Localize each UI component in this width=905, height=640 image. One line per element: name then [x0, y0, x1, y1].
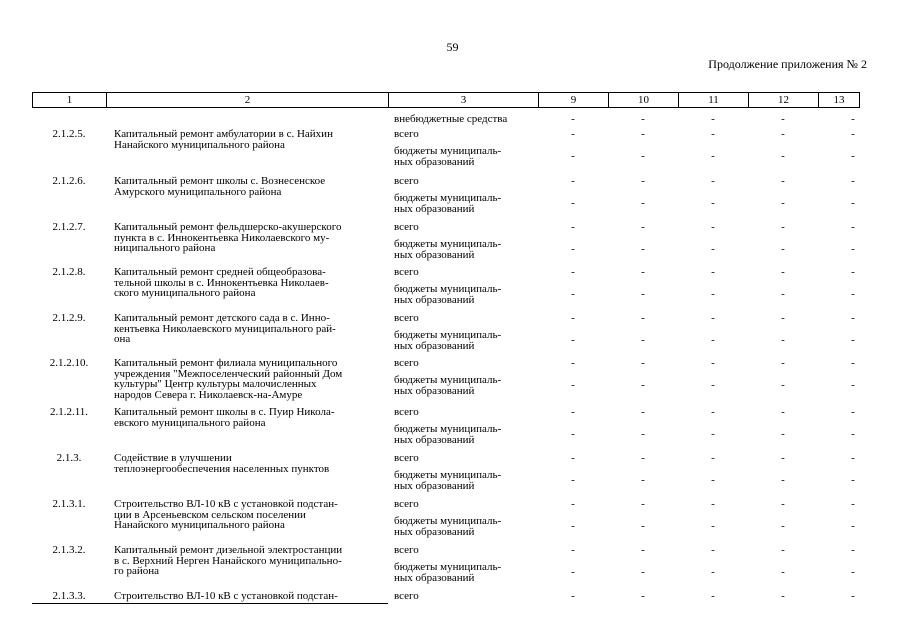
row-name: Строительство ВЛ-10 кВ с установкой подстан-: [114, 590, 338, 602]
value-cell-r2-s0-col11: -: [711, 221, 715, 233]
source-cell: бюджеты муниципаль- ных образований: [394, 469, 502, 492]
source-cell: бюджеты муниципаль- ных образований: [394, 515, 502, 538]
value-cell-r9-s0-col13: -: [851, 544, 855, 556]
value-cell-r9-s1-col11: -: [711, 566, 715, 578]
value-cell-r3-s0-col13: -: [851, 266, 855, 278]
row-code: 2.1.2.9.: [52, 312, 86, 324]
value-cell-r3-s0-col9: -: [571, 266, 575, 278]
source-cell: всего: [394, 452, 419, 464]
page-number: 59: [446, 40, 459, 54]
value-cell-r3-s1-col9: -: [571, 288, 575, 300]
value-cell-first-col11: -: [711, 113, 715, 125]
source-cell: всего: [394, 128, 419, 140]
value-cell-r8-s0-col13: -: [851, 498, 855, 510]
value-cell-r3-s0-col10: -: [641, 266, 645, 278]
table-bottom-rule: [32, 603, 388, 604]
header-cell-12: 12: [748, 93, 818, 107]
value-cell-r6-s1-col9: -: [571, 428, 575, 440]
value-cell-r0-s0-col12: -: [781, 128, 785, 140]
row-name: Капитальный ремонт школы в с. Пуир Никола- евского муниципального района: [114, 406, 335, 429]
value-cell-r9-s1-col13: -: [851, 566, 855, 578]
value-cell-first-col13: -: [851, 113, 855, 125]
source-cell-first: внебюджетные средства: [394, 113, 508, 125]
source-cell: бюджеты муниципаль- ных образований: [394, 192, 502, 215]
row-code: 2.1.2.8.: [52, 266, 86, 278]
header-cell-10: 10: [608, 93, 678, 107]
header-cell-3: 3: [388, 93, 538, 107]
value-cell-r5-s0-col12: -: [781, 357, 785, 369]
value-cell-r0-s1-col12: -: [781, 150, 785, 162]
value-cell-r6-s0-col12: -: [781, 406, 785, 418]
value-cell-r4-s0-col12: -: [781, 312, 785, 324]
value-cell-r4-s0-col10: -: [641, 312, 645, 324]
row-name: Капитальный ремонт средней общеобразова- тельной школы в с. Иннокентьевка Николаев- ского муниципального района: [114, 266, 329, 299]
value-cell-r8-s1-col12: -: [781, 520, 785, 532]
source-cell: всего: [394, 406, 419, 418]
header-cell-1: 1: [32, 93, 106, 107]
value-cell-first-col10: -: [641, 113, 645, 125]
row-name: Капитальный ремонт фельдшерско-акушерского пункта в с. Иннокентьевка Николаевского му- ниципального района: [114, 221, 342, 254]
header-cell-13: 13: [818, 93, 860, 107]
value-cell-r9-s0-col9: -: [571, 544, 575, 556]
value-cell-r6-s1-col12: -: [781, 428, 785, 440]
table-header: [32, 92, 860, 108]
value-cell-r0-s0-col9: -: [571, 128, 575, 140]
value-cell-r4-s1-col9: -: [571, 334, 575, 346]
value-cell-r2-s0-col10: -: [641, 221, 645, 233]
value-cell-r1-s0-col11: -: [711, 175, 715, 187]
row-name: Содействие в улучшении теплоэнергообеспечения населенных пунктов: [114, 452, 330, 475]
value-cell-r1-s1-col11: -: [711, 197, 715, 209]
value-cell-r8-s0-col10: -: [641, 498, 645, 510]
source-cell: бюджеты муниципаль- ных образований: [394, 145, 502, 168]
value-cell-r2-s0-col12: -: [781, 221, 785, 233]
value-cell-r2-s1-col11: -: [711, 243, 715, 255]
row-code: 2.1.2.5.: [52, 128, 86, 140]
value-cell-r3-s1-col11: -: [711, 288, 715, 300]
value-cell-r6-s1-col11: -: [711, 428, 715, 440]
header-cell-2: 2: [106, 93, 388, 107]
value-cell-r1-s1-col10: -: [641, 197, 645, 209]
value-cell-r9-s1-col9: -: [571, 566, 575, 578]
value-cell-r4-s1-col10: -: [641, 334, 645, 346]
value-cell-r9-s1-col12: -: [781, 566, 785, 578]
value-cell-r0-s1-col10: -: [641, 150, 645, 162]
value-cell-r2-s1-col12: -: [781, 243, 785, 255]
source-cell: бюджеты муниципаль- ных образований: [394, 329, 502, 352]
value-cell-r0-s0-col11: -: [711, 128, 715, 140]
value-cell-r5-s1-col12: -: [781, 379, 785, 391]
value-cell-r3-s0-col11: -: [711, 266, 715, 278]
value-cell-r1-s0-col10: -: [641, 175, 645, 187]
value-cell-r8-s1-col9: -: [571, 520, 575, 532]
value-cell-r4-s0-col9: -: [571, 312, 575, 324]
value-cell-r7-s0-col9: -: [571, 452, 575, 464]
source-cell: всего: [394, 544, 419, 556]
value-cell-r10-s0-col12: -: [781, 590, 785, 602]
value-cell-r5-s0-col9: -: [571, 357, 575, 369]
value-cell-r0-s1-col11: -: [711, 150, 715, 162]
row-name: Капитальный ремонт школы с. Вознесенское Амурского муниципального района: [114, 175, 326, 198]
value-cell-r5-s1-col9: -: [571, 379, 575, 391]
value-cell-r4-s0-col13: -: [851, 312, 855, 324]
value-cell-r7-s1-col12: -: [781, 474, 785, 486]
source-cell: всего: [394, 266, 419, 278]
value-cell-r6-s0-col10: -: [641, 406, 645, 418]
value-cell-r7-s0-col10: -: [641, 452, 645, 464]
value-cell-r7-s1-col13: -: [851, 474, 855, 486]
value-cell-r3-s1-col13: -: [851, 288, 855, 300]
value-cell-r4-s1-col12: -: [781, 334, 785, 346]
value-cell-r10-s0-col13: -: [851, 590, 855, 602]
value-cell-r0-s1-col9: -: [571, 150, 575, 162]
value-cell-r2-s0-col13: -: [851, 221, 855, 233]
value-cell-r2-s1-col10: -: [641, 243, 645, 255]
row-code: 2.1.3.2.: [52, 544, 86, 556]
row-code: 2.1.2.7.: [52, 221, 86, 233]
value-cell-r0-s1-col13: -: [851, 150, 855, 162]
source-cell: бюджеты муниципаль- ных образований: [394, 561, 502, 584]
value-cell-r3-s1-col12: -: [781, 288, 785, 300]
source-cell: всего: [394, 357, 419, 369]
value-cell-r6-s1-col10: -: [641, 428, 645, 440]
value-cell-r10-s0-col10: -: [641, 590, 645, 602]
value-cell-r5-s1-col13: -: [851, 379, 855, 391]
source-cell: бюджеты муниципаль- ных образований: [394, 283, 502, 306]
value-cell-r9-s0-col11: -: [711, 544, 715, 556]
value-cell-r8-s1-col10: -: [641, 520, 645, 532]
header-cell-9: 9: [538, 93, 608, 107]
value-cell-r6-s1-col13: -: [851, 428, 855, 440]
value-cell-r2-s1-col9: -: [571, 243, 575, 255]
value-cell-r8-s1-col13: -: [851, 520, 855, 532]
value-cell-r1-s0-col12: -: [781, 175, 785, 187]
value-cell-r8-s0-col9: -: [571, 498, 575, 510]
row-name: Капитальный ремонт дизельной электростанции в с. Верхний Нерген Нанайского муниципально- го района: [114, 544, 343, 577]
value-cell-r5-s0-col11: -: [711, 357, 715, 369]
value-cell-r9-s1-col10: -: [641, 566, 645, 578]
value-cell-r4-s0-col11: -: [711, 312, 715, 324]
row-name: Капитальный ремонт амбулатории в с. Найхин Нанайского муниципального района: [114, 128, 333, 151]
value-cell-r4-s1-col13: -: [851, 334, 855, 346]
value-cell-r7-s0-col11: -: [711, 452, 715, 464]
value-cell-r7-s1-col10: -: [641, 474, 645, 486]
row-name: Капитальный ремонт филиала муниципального учреждения "Межпоселенческий районный Дом культуры" Центр культуры малочисленных народов Севера г. Николаевск-на-Амуре: [114, 357, 343, 401]
row-code: 2.1.3.1.: [52, 498, 86, 510]
row-code: 2.1.2.10.: [49, 357, 89, 369]
row-code: 2.1.3.3.: [52, 590, 86, 602]
value-cell-first-col9: -: [571, 113, 575, 125]
value-cell-r8-s0-col12: -: [781, 498, 785, 510]
value-cell-r5-s1-col10: -: [641, 379, 645, 391]
value-cell-r1-s0-col13: -: [851, 175, 855, 187]
value-cell-r1-s1-col13: -: [851, 197, 855, 209]
row-name: Строительство ВЛ-10 кВ с установкой подстан- ции в Арсеньевском сельском поселении Нанайского муниципального района: [114, 498, 338, 531]
source-cell: бюджеты муниципаль- ных образований: [394, 238, 502, 261]
value-cell-r1-s0-col9: -: [571, 175, 575, 187]
source-cell: всего: [394, 312, 419, 324]
row-code: 2.1.3.: [56, 452, 82, 464]
source-cell: всего: [394, 498, 419, 510]
source-cell: бюджеты муниципаль- ных образований: [394, 423, 502, 446]
value-cell-r4-s1-col11: -: [711, 334, 715, 346]
value-cell-r9-s0-col12: -: [781, 544, 785, 556]
source-cell: всего: [394, 175, 419, 187]
value-cell-r1-s1-col9: -: [571, 197, 575, 209]
value-cell-r9-s0-col10: -: [641, 544, 645, 556]
value-cell-r7-s1-col9: -: [571, 474, 575, 486]
value-cell-r8-s1-col11: -: [711, 520, 715, 532]
value-cell-r5-s0-col13: -: [851, 357, 855, 369]
value-cell-r5-s0-col10: -: [641, 357, 645, 369]
value-cell-r8-s0-col11: -: [711, 498, 715, 510]
value-cell-r5-s1-col11: -: [711, 379, 715, 391]
source-cell: всего: [394, 590, 419, 602]
value-cell-r3-s0-col12: -: [781, 266, 785, 278]
source-cell: всего: [394, 221, 419, 233]
value-cell-r10-s0-col11: -: [711, 590, 715, 602]
value-cell-r6-s0-col13: -: [851, 406, 855, 418]
value-cell-r0-s0-col10: -: [641, 128, 645, 140]
value-cell-r1-s1-col12: -: [781, 197, 785, 209]
value-cell-r2-s1-col13: -: [851, 243, 855, 255]
header-cell-11: 11: [678, 93, 748, 107]
source-cell: бюджеты муниципаль- ных образований: [394, 374, 502, 397]
value-cell-r7-s0-col12: -: [781, 452, 785, 464]
value-cell-r6-s0-col9: -: [571, 406, 575, 418]
value-cell-first-col12: -: [781, 113, 785, 125]
value-cell-r2-s0-col9: -: [571, 221, 575, 233]
value-cell-r7-s0-col13: -: [851, 452, 855, 464]
row-name: Капитальный ремонт детского сада в с. Инно- кентьевка Николаевского муниципального рай- она: [114, 312, 336, 345]
value-cell-r6-s0-col11: -: [711, 406, 715, 418]
value-cell-r10-s0-col9: -: [571, 590, 575, 602]
continuation-label: Продолжение приложения № 2: [708, 57, 867, 71]
value-cell-r0-s0-col13: -: [851, 128, 855, 140]
value-cell-r7-s1-col11: -: [711, 474, 715, 486]
row-code: 2.1.2.6.: [52, 175, 86, 187]
value-cell-r3-s1-col10: -: [641, 288, 645, 300]
row-code: 2.1.2.11.: [49, 406, 89, 418]
